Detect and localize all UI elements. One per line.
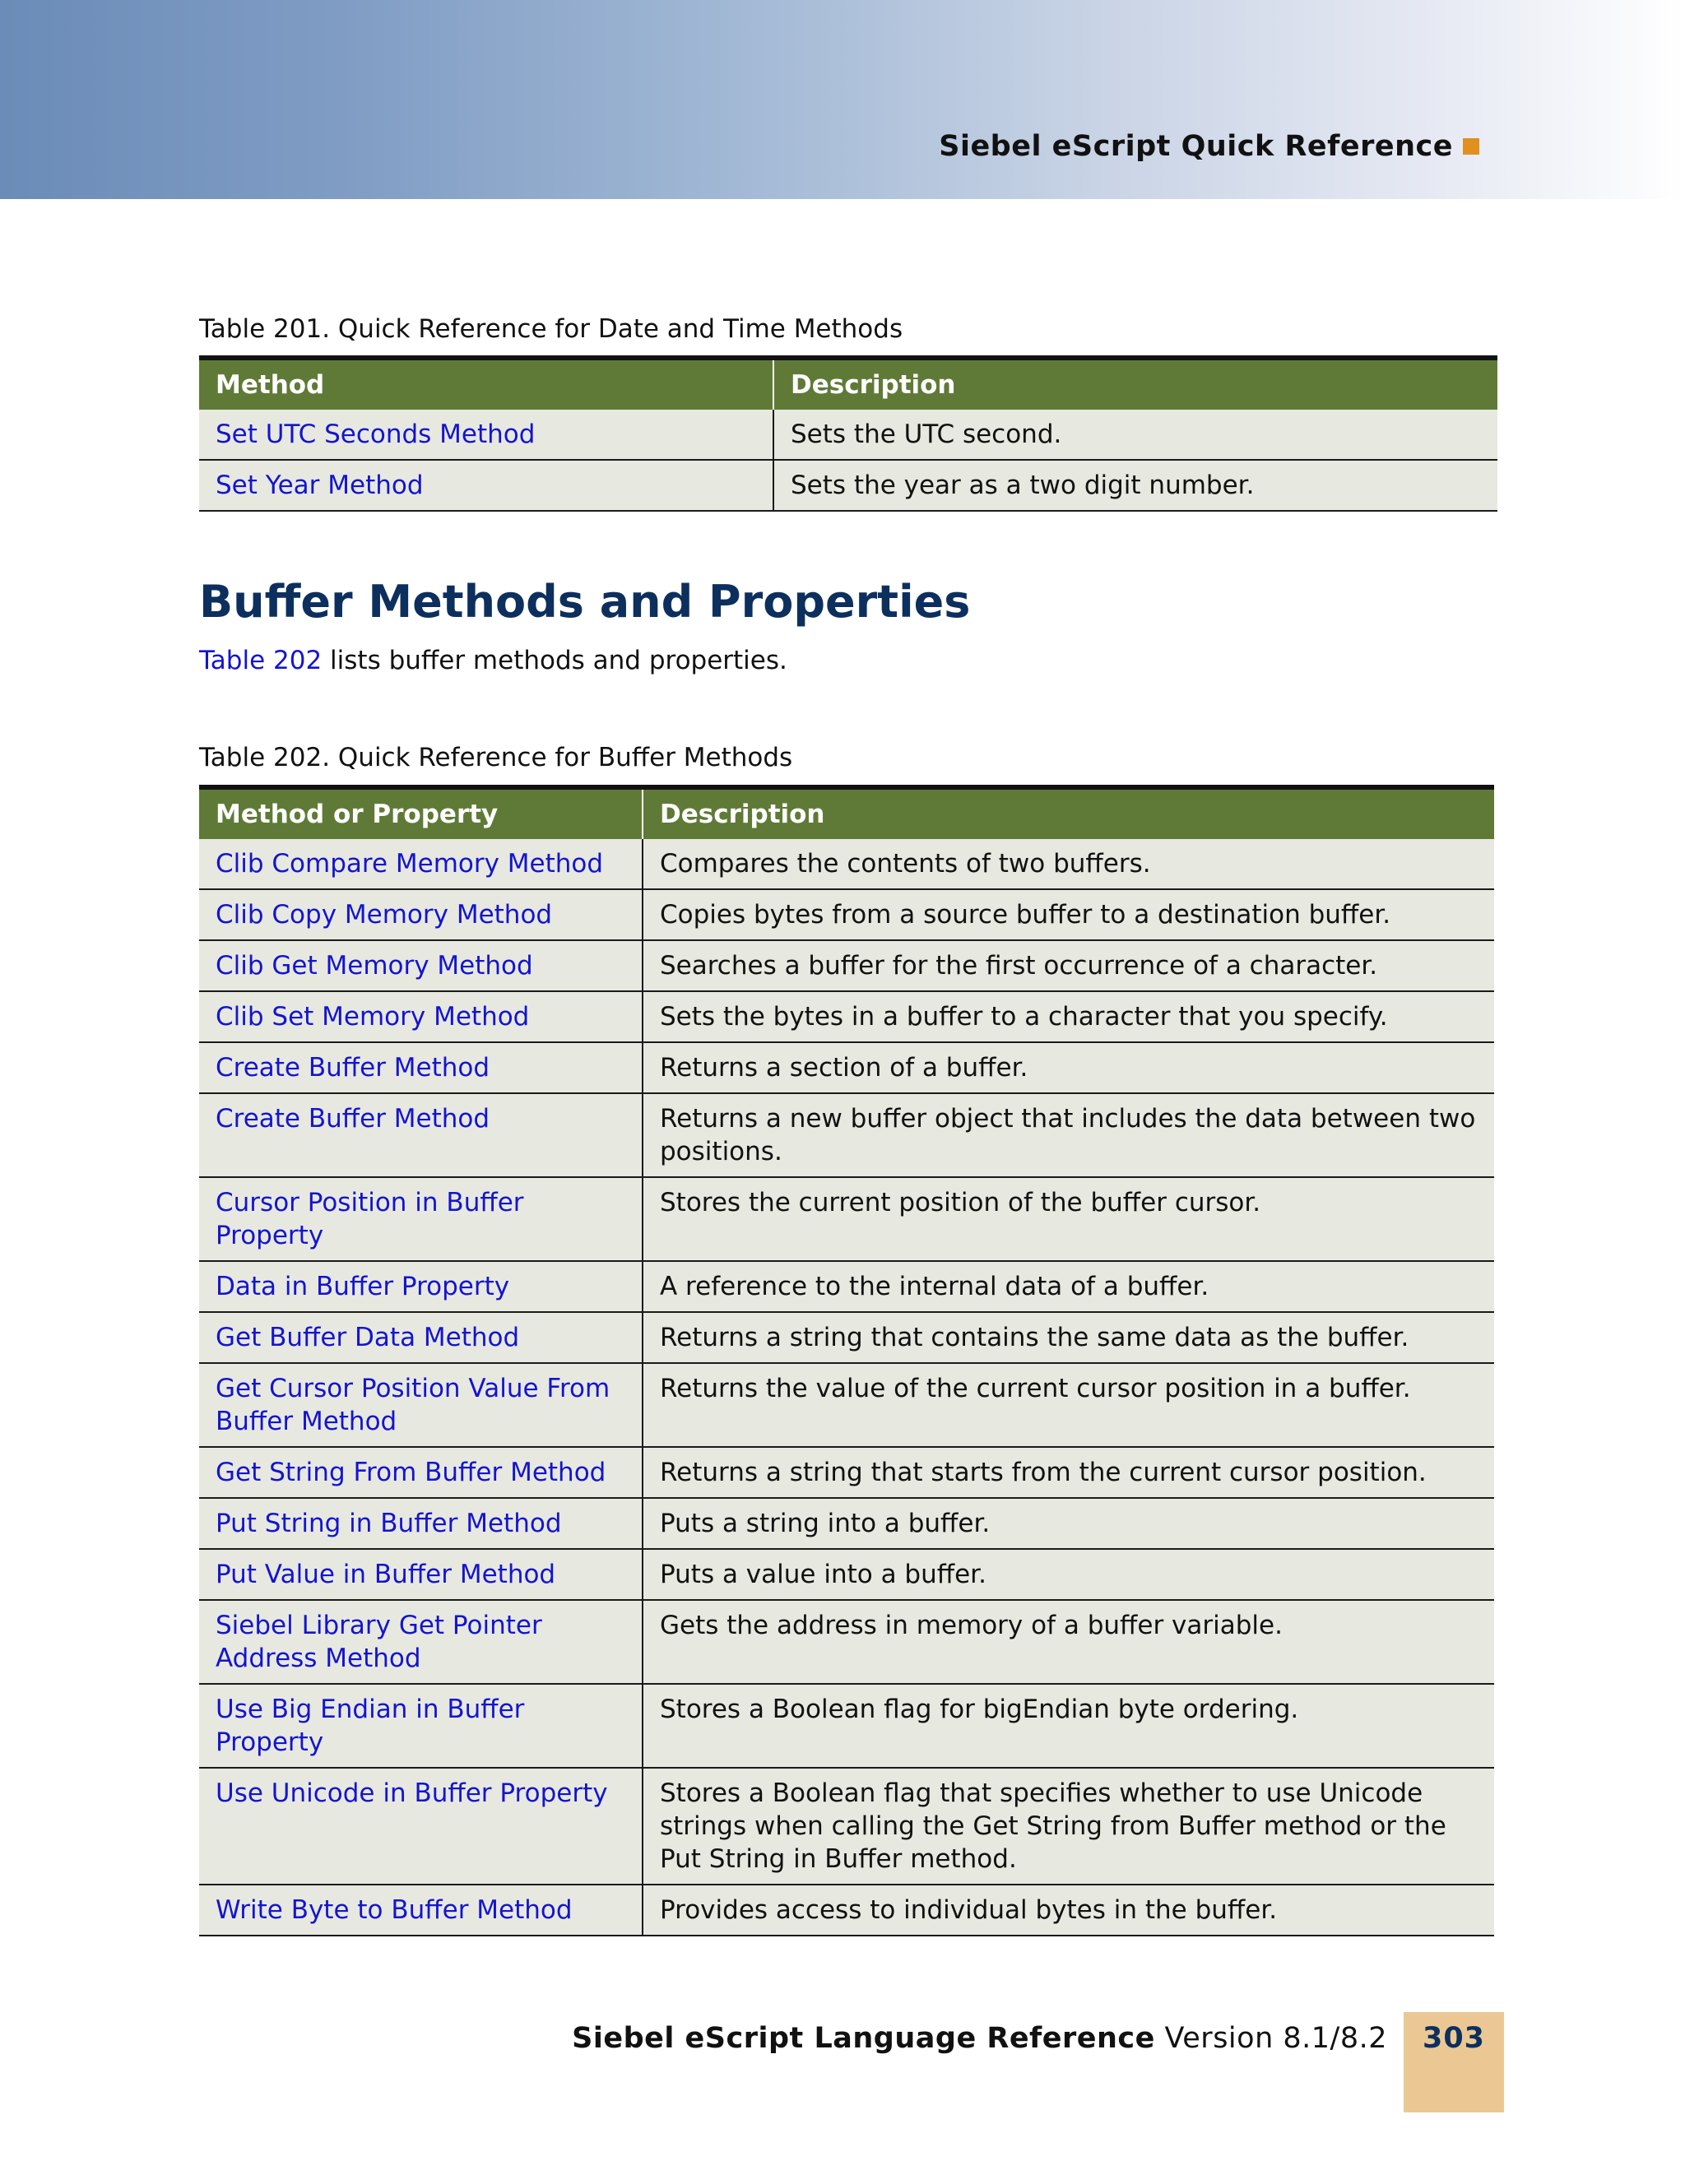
method-link[interactable]: Use Unicode in Buffer Property [199, 1768, 643, 1885]
table-row [199, 1363, 1494, 1447]
method-description: Puts a string into a buffer. [643, 1498, 1494, 1549]
method-link[interactable]: Set UTC Seconds Method [199, 410, 773, 460]
table-202 [199, 785, 1494, 1936]
table-row [199, 1549, 1494, 1600]
table-row [199, 1177, 1494, 1261]
header-square-icon [1463, 138, 1479, 155]
method-description: Puts a value into a buffer. [643, 1549, 1494, 1600]
method-description: Sets the year as a two digit number. [773, 460, 1497, 511]
table-header-row [199, 787, 1494, 839]
method-description: Returns a section of a buffer. [643, 1042, 1494, 1093]
method-link[interactable]: Set Year Method [199, 460, 773, 511]
method-link[interactable]: Clib Set Memory Method [199, 991, 643, 1042]
method-link[interactable]: Create Buffer Method [199, 1042, 643, 1093]
method-link[interactable]: Cursor Position in Buffer Property [199, 1177, 643, 1261]
page-number: 303 [1422, 2022, 1486, 2055]
table-row [199, 940, 1494, 991]
column-header-description: Description [773, 358, 1497, 410]
method-description: Sets the UTC second. [773, 410, 1497, 460]
table-row [199, 1885, 1494, 1936]
table-row [199, 991, 1494, 1042]
column-header-method: Method [199, 358, 773, 410]
method-link[interactable]: Get Buffer Data Method [199, 1312, 643, 1363]
table-201-caption: Table 201. Quick Reference for Date and Time Methods [199, 314, 903, 344]
method-link[interactable]: Clib Compare Memory Method [199, 839, 643, 889]
footer [572, 2022, 1387, 2055]
method-link[interactable]: Use Big Endian in Buffer Property [199, 1684, 643, 1768]
method-link[interactable]: Put String in Buffer Method [199, 1498, 643, 1549]
table-202-caption: Table 202. Quick Reference for Buffer Methods [199, 743, 793, 772]
method-link[interactable]: Data in Buffer Property [199, 1261, 643, 1312]
method-description: Sets the bytes in a buffer to a character that you specify. [643, 991, 1494, 1042]
intro-text: lists buffer methods and properties. [322, 646, 787, 675]
method-description: Returns a string that contains the same data as the buffer. [643, 1312, 1494, 1363]
table-row [199, 1261, 1494, 1312]
table-row [199, 1768, 1494, 1885]
table-row [199, 1600, 1494, 1684]
running-header-title: Siebel eScript Quick Reference [939, 130, 1453, 163]
method-description: Searches a buffer for the first occurrence of a character. [643, 940, 1494, 991]
method-description: Gets the address in memory of a buffer variable. [643, 1600, 1494, 1684]
method-description: Copies bytes from a source buffer to a destination buffer. [643, 889, 1494, 940]
table-row [199, 460, 1497, 511]
table-202-link[interactable]: Table 202 [199, 646, 323, 675]
table-row [199, 1093, 1494, 1177]
section-heading: Buffer Methods and Properties [199, 576, 971, 628]
method-link[interactable]: Clib Copy Memory Method [199, 889, 643, 940]
method-link[interactable]: Siebel Library Get Pointer Address Method [199, 1600, 643, 1684]
method-link[interactable]: Clib Get Memory Method [199, 940, 643, 991]
table-row [199, 1042, 1494, 1093]
method-description: Returns a string that starts from the current cursor position. [643, 1447, 1494, 1498]
method-description: A reference to the internal data of a buffer. [643, 1261, 1494, 1312]
method-link[interactable]: Create Buffer Method [199, 1093, 643, 1177]
page-number-box [1404, 2012, 1504, 2112]
column-header-method-or-property: Method or Property [199, 787, 643, 839]
table-header-row [199, 358, 1497, 410]
column-header-description: Description [643, 787, 1494, 839]
method-description: Stores a Boolean flag that specifies whether to use Unicode strings when calling the Get String from Buffer method or the Put String in Buffer method. [643, 1768, 1494, 1885]
table-row [199, 410, 1497, 460]
method-description: Returns the value of the current cursor position in a buffer. [643, 1363, 1494, 1447]
table-201 [199, 355, 1497, 512]
method-description: Compares the contents of two buffers. [643, 839, 1494, 889]
method-description: Provides access to individual bytes in the buffer. [643, 1885, 1494, 1936]
method-description: Stores a Boolean flag for bigEndian byte ordering. [643, 1684, 1494, 1768]
intro-paragraph [199, 646, 787, 675]
header-banner [0, 0, 1685, 199]
table-row [199, 889, 1494, 940]
method-description: Returns a new buffer object that includes the data between two positions. [643, 1093, 1494, 1177]
table-row [199, 839, 1494, 889]
table-row [199, 1684, 1494, 1768]
table-row [199, 1498, 1494, 1549]
method-link[interactable]: Put Value in Buffer Method [199, 1549, 643, 1600]
method-link[interactable]: Get Cursor Position Value From Buffer Method [199, 1363, 643, 1447]
table-row [199, 1312, 1494, 1363]
method-link[interactable]: Write Byte to Buffer Method [199, 1885, 643, 1936]
table-row [199, 1447, 1494, 1498]
footer-doc-title: Siebel eScript Language Reference [572, 2022, 1155, 2055]
method-description: Stores the current position of the buffer cursor. [643, 1177, 1494, 1261]
method-link[interactable]: Get String From Buffer Method [199, 1447, 643, 1498]
footer-version: Version 8.1/8.2 [1154, 2022, 1387, 2055]
